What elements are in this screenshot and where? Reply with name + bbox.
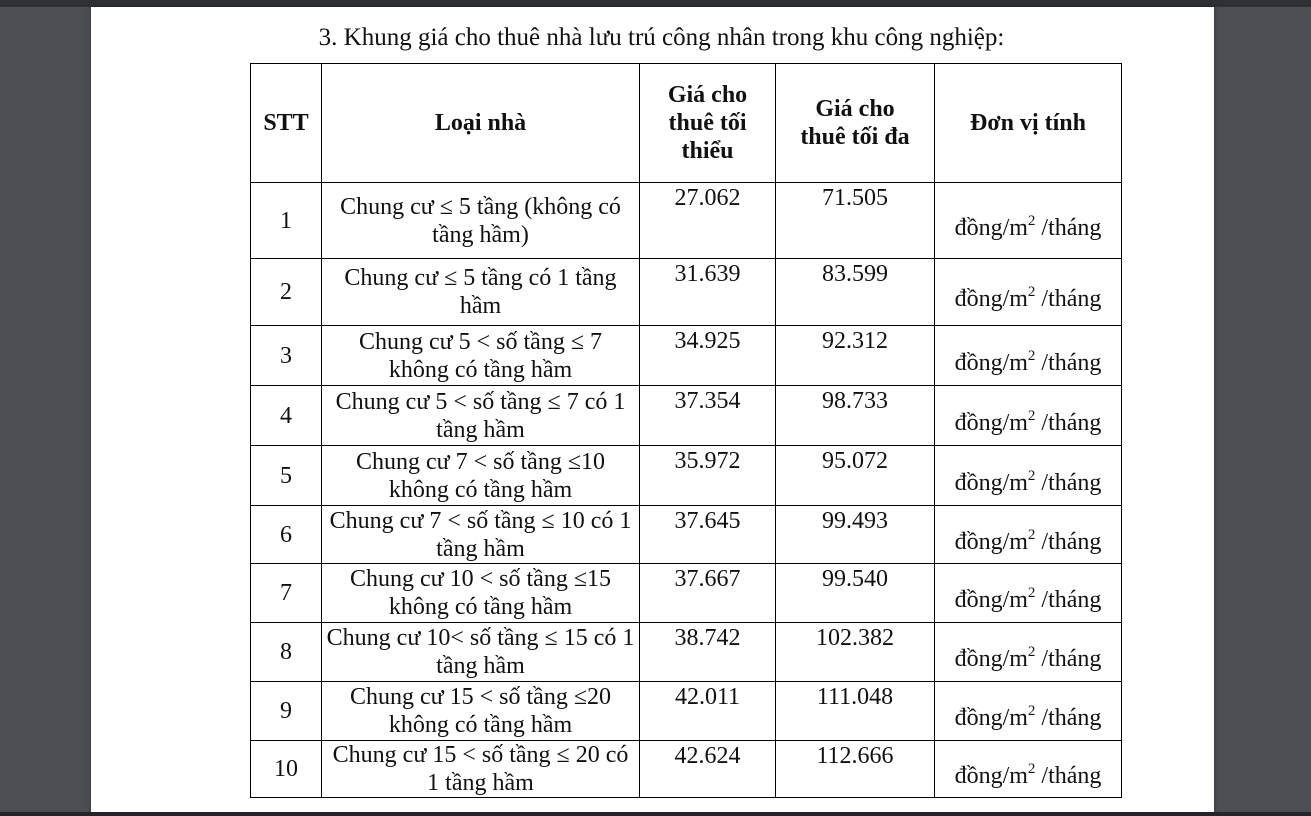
cell-stt: 10 xyxy=(251,741,322,798)
table-row xyxy=(251,682,1122,741)
cell-stt: 6 xyxy=(251,506,322,564)
header-max-price: Giá cho thuê tối đa xyxy=(776,64,935,183)
cell-min-price: 42.011 xyxy=(640,682,776,741)
cell-house-type: Chung cư 7 < số tầng ≤ 10 có 1 tầng hầm xyxy=(322,506,640,564)
cell-house-type: Chung cư ≤ 5 tầng (không có tầng hầm) xyxy=(322,183,640,259)
cell-house-type: Chung cư ≤ 5 tầng có 1 tầng hầm xyxy=(322,259,640,326)
table-row xyxy=(251,386,1122,446)
cell-max-price: 95.072 xyxy=(776,446,935,506)
cell-max-price: 71.505 xyxy=(776,183,935,259)
cell-max-price: 99.493 xyxy=(776,506,935,564)
table-row xyxy=(251,446,1122,506)
cell-unit: đồng/$m^2$ /tháng xyxy=(935,741,1122,798)
cell-max-price: 83.599 xyxy=(776,259,935,326)
cell-unit: đồng/$m^2$ /tháng xyxy=(935,506,1122,564)
cell-min-price: 31.639 xyxy=(640,259,776,326)
cell-stt: 8 xyxy=(251,623,322,682)
cell-unit: đồng/$m^2$ /tháng xyxy=(935,386,1122,446)
header-stt: STT xyxy=(251,64,322,183)
cell-min-price: 37.645 xyxy=(640,506,776,564)
cell-house-type: Chung cư 5 < số tầng ≤ 7 không có tầng hầm xyxy=(322,326,640,386)
cell-max-price: 98.733 xyxy=(776,386,935,446)
table-row xyxy=(251,183,1122,259)
cell-stt: 4 xyxy=(251,386,322,446)
cell-max-price: 112.666 xyxy=(776,741,935,798)
cell-unit: đồng/$m^2$ /tháng xyxy=(935,682,1122,741)
header-min-price: Giá cho thuê tối thiểu xyxy=(640,64,776,183)
cell-unit: đồng/$m^2$ /tháng xyxy=(935,564,1122,623)
header-type: Loại nhà xyxy=(322,64,640,183)
cell-max-price: 92.312 xyxy=(776,326,935,386)
cell-house-type: Chung cư 10< số tầng ≤ 15 có 1 tầng hầm xyxy=(322,623,640,682)
section-heading: 3. Khung giá cho thuê nhà lưu trú công nhân trong khu công nghiệp: xyxy=(318,24,1005,51)
cell-max-price: 99.540 xyxy=(776,564,935,623)
cell-house-type: Chung cư 7 < số tầng ≤10 không có tầng hầm xyxy=(322,446,640,506)
cell-min-price: 37.667 xyxy=(640,564,776,623)
cell-unit: đồng/$m^2$ /tháng xyxy=(935,623,1122,682)
cell-min-price: 34.925 xyxy=(640,326,776,386)
cell-house-type: Chung cư 5 < số tầng ≤ 7 có 1 tầng hầm xyxy=(322,386,640,446)
cell-min-price: 37.354 xyxy=(640,386,776,446)
cell-stt: 7 xyxy=(251,564,322,623)
cell-max-price: 111.048 xyxy=(776,682,935,741)
table-row xyxy=(251,326,1122,386)
cell-stt: 2 xyxy=(251,259,322,326)
cell-max-price: 102.382 xyxy=(776,623,935,682)
cell-unit: đồng/$m^2$ /tháng xyxy=(935,183,1122,259)
table-row xyxy=(251,506,1122,564)
table-row xyxy=(251,564,1122,623)
table-row xyxy=(251,623,1122,682)
cell-unit: đồng/$m^2$ /tháng xyxy=(935,446,1122,506)
cell-unit: đồng/$m^2$ /tháng xyxy=(935,326,1122,386)
cell-stt: 3 xyxy=(251,326,322,386)
table-header-row xyxy=(251,64,1122,183)
cell-unit: đồng/$m^2$ /tháng xyxy=(935,259,1122,326)
cell-min-price: 35.972 xyxy=(640,446,776,506)
cell-stt: 5 xyxy=(251,446,322,506)
viewer-top-bar xyxy=(0,0,1311,7)
viewer-bottom-bar xyxy=(0,812,1311,816)
cell-min-price: 38.742 xyxy=(640,623,776,682)
cell-stt: 9 xyxy=(251,682,322,741)
cell-house-type: Chung cư 15 < số tầng ≤ 20 có 1 tầng hầm xyxy=(322,741,640,798)
cell-min-price: 42.624 xyxy=(640,741,776,798)
header-unit: Đơn vị tính xyxy=(935,64,1122,183)
cell-house-type: Chung cư 15 < số tầng ≤20 không có tầng hầm xyxy=(322,682,640,741)
cell-min-price: 27.062 xyxy=(640,183,776,259)
price-table xyxy=(250,63,1122,798)
table-row xyxy=(251,741,1122,798)
cell-house-type: Chung cư 10 < số tầng ≤15 không có tầng hầm xyxy=(322,564,640,623)
cell-stt: 1 xyxy=(251,183,322,259)
table-row xyxy=(251,259,1122,326)
document-page xyxy=(91,7,1214,812)
